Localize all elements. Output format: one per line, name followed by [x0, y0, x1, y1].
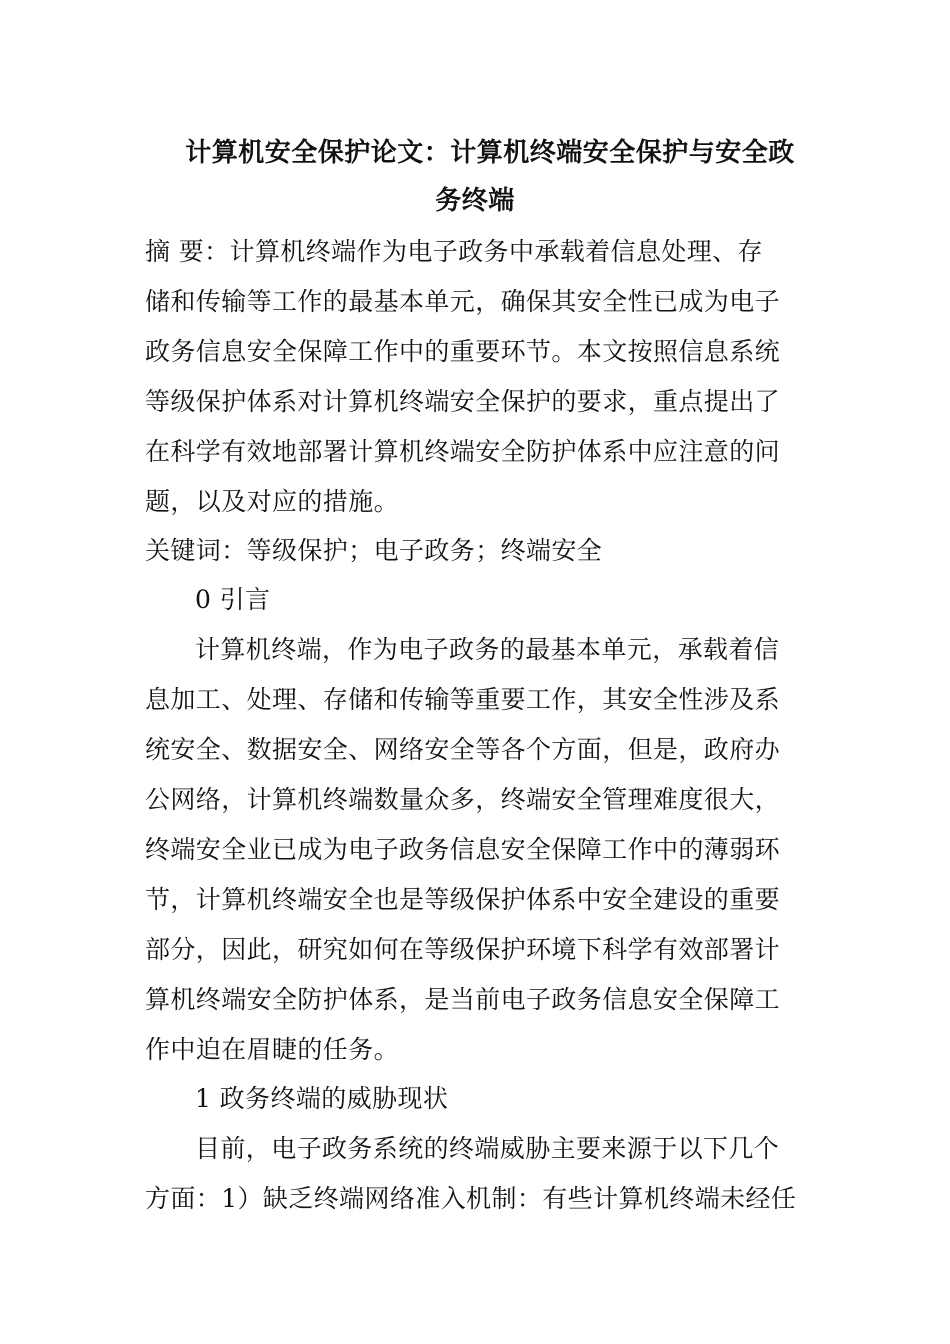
body-paragraph-line: 息加工、处理、存储和传输等重要工作，其安全性涉及系: [145, 685, 781, 714]
body-paragraph-line: 计算机终端，作为电子政务的最基本单元，承载着信: [195, 635, 780, 664]
abstract-line: 摘 要：计算机终端作为电子政务中承载着信息处理、存: [145, 237, 763, 266]
abstract-line: 等级保护体系对计算机终端安全保护的要求，重点提出了: [145, 387, 781, 416]
body-paragraph-line: 公网络，计算机终端数量众多，终端安全管理难度很大，: [145, 785, 781, 814]
document-title-line-2: 务终端: [435, 186, 515, 216]
body-paragraph-line: 统安全、数据安全、网络安全等各个方面，但是，政府办: [145, 735, 781, 764]
body-paragraph-line: 节，计算机终端安全也是等级保护体系中安全建设的重要: [145, 885, 781, 914]
body-paragraph-line: 部分，因此，研究如何在等级保护环境下科学有效部署计: [145, 935, 781, 964]
body-paragraph-line: 目前，电子政务系统的终端威胁主要来源于以下几个: [195, 1134, 780, 1163]
abstract-line: 题，以及对应的措施。: [145, 487, 400, 516]
body-paragraph-line: 作中迫在眉睫的任务。: [145, 1035, 400, 1064]
section-heading-threats: 1 政务终端的威胁现状: [195, 1084, 449, 1113]
document-title-line-1: 计算机安全保护论文：计算机终端安全保护与安全政: [185, 138, 795, 168]
body-paragraph-line: 算机终端安全防护体系，是当前电子政务信息安全保障工: [145, 985, 781, 1014]
body-paragraph-line: 终端安全业已成为电子政务信息安全保障工作中的薄弱环: [145, 835, 781, 864]
section-heading-intro: 0 引言: [195, 585, 271, 614]
abstract-line: 政务信息安全保障工作中的重要环节。本文按照信息系统: [145, 337, 781, 366]
keywords-line: 关键词：等级保护；电子政务；终端安全: [145, 536, 603, 565]
body-paragraph-line: 方面：1）缺乏终端网络准入机制：有些计算机终端未经任: [145, 1184, 797, 1213]
abstract-line: 储和传输等工作的最基本单元，确保其安全性已成为电子: [145, 287, 781, 316]
abstract-line: 在科学有效地部署计算机终端安全防护体系中应注意的问: [145, 437, 781, 466]
